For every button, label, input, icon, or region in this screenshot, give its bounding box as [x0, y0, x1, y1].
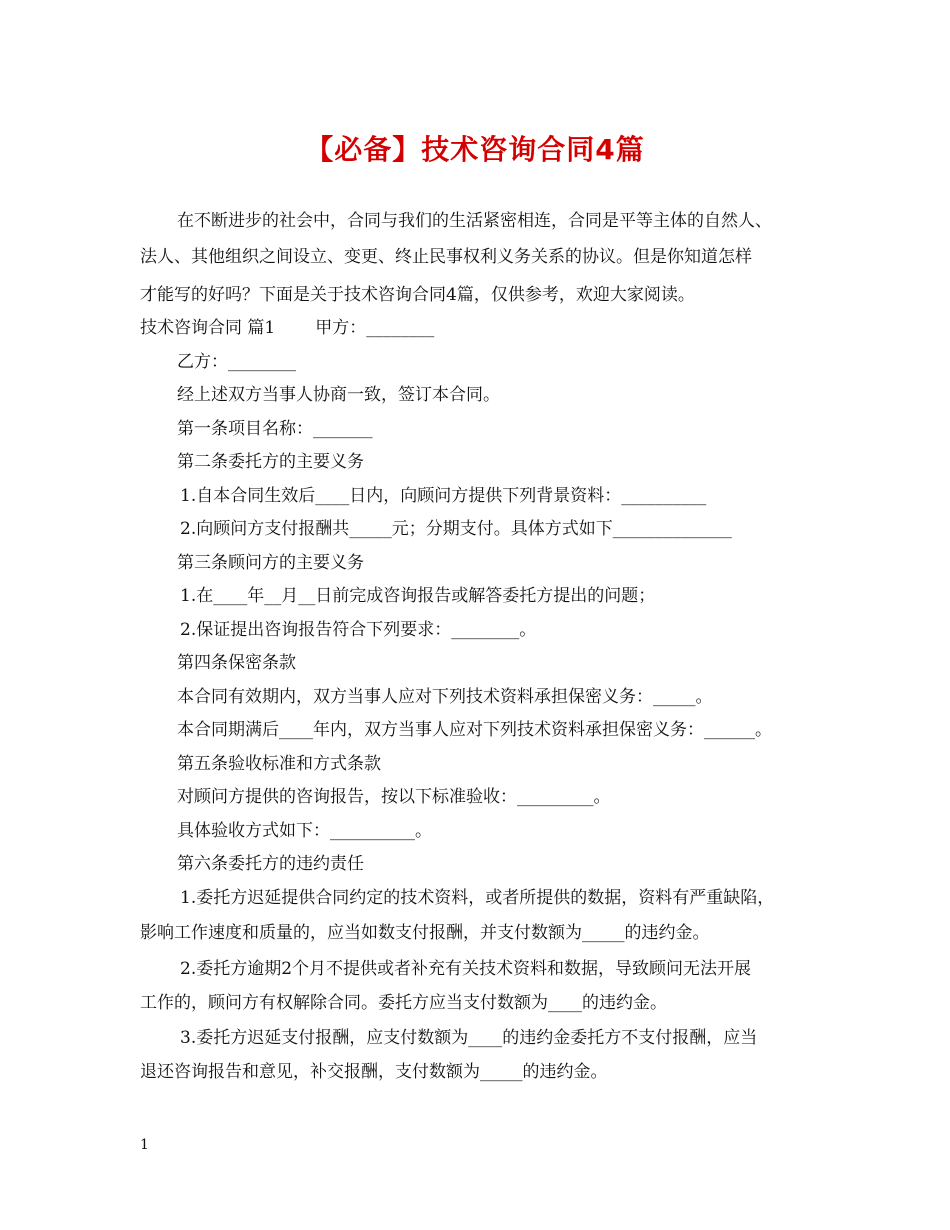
clause-line: 2.向顾问方支付报酬共_____元；分期支付。具体方式如下______________: [180, 519, 732, 539]
paragraph-line: 才能写的好吗？下面是关于技术咨询合同4篇，仅供参考，欢迎大家阅读。: [140, 285, 695, 305]
clause-line: 工作的，顾问方有权解除合同。委托方应当支付数额为____的违约金。: [140, 993, 667, 1013]
party-a-field: 甲方：________: [315, 318, 435, 338]
paragraph-line: 在不断进步的社会中，合同与我们的生活紧密相连，合同是平等主体的自然人、: [177, 211, 772, 231]
clause-line: 2.保证提出咨询报告符合下列要求：________。: [180, 620, 537, 640]
contract-heading: 技术咨询合同 篇1: [140, 318, 276, 338]
paragraph-line: 经上述双方当事人协商一致，签订本合同。: [177, 385, 500, 405]
clause-line: 1.委托方迟延提供合同约定的技术资料，或者所提供的数据，资料有严重缺陷，: [180, 888, 775, 908]
clause-line: 本合同期满后____年内，双方当事人应对下列技术资料承担保密义务：______。: [177, 720, 772, 740]
document-title: 【必备】技术咨询合同4篇: [305, 133, 645, 166]
clause-line: 本合同有效期内，双方当事人应对下列技术资料承担保密义务：_____。: [177, 687, 713, 707]
page-number: 1: [140, 1137, 149, 1153]
clause-line: 2.委托方逾期2个月不提供或者补充有关技术资料和数据，导致顾问无法开展: [180, 959, 752, 979]
clause-line: 1.自本合同生效后____日内，向顾问方提供下列背景资料：__________: [180, 486, 707, 506]
clause-line: 1.在____年__月__日前完成咨询报告或解答委托方提出的问题；: [180, 586, 656, 606]
contract-heading-row: [140, 316, 434, 340]
article-heading: 第二条委托方的主要义务: [177, 452, 364, 472]
clause-line: 具体验收方式如下：__________。: [177, 821, 432, 841]
clause-line: 3.委托方迟延支付报酬，应支付数额为____的违约金委托方不支付报酬，应当: [180, 1028, 758, 1048]
article-line: 第一条项目名称：_______: [177, 419, 373, 439]
clause-line: 对顾问方提供的咨询报告，按以下标准验收：_________。: [177, 787, 611, 807]
clause-line: 退还咨询报告和意见，补交报酬，支付数额为_____的违约金。: [140, 1062, 608, 1082]
clause-line: 影响工作速度和质量的，应当如数支付报酬，并支付数额为_____的违约金。: [140, 923, 710, 943]
paragraph-line: 法人、其他组织之间设立、变更、终止民事权利义务关系的协议。但是你知道怎样: [140, 247, 752, 267]
article-heading: 第五条验收标准和方式条款: [177, 754, 381, 774]
article-heading: 第六条委托方的违约责任: [177, 854, 364, 874]
article-heading: 第四条保密条款: [177, 653, 296, 673]
party-b-field: 乙方：________: [177, 352, 296, 372]
article-heading: 第三条顾问方的主要义务: [177, 553, 364, 573]
